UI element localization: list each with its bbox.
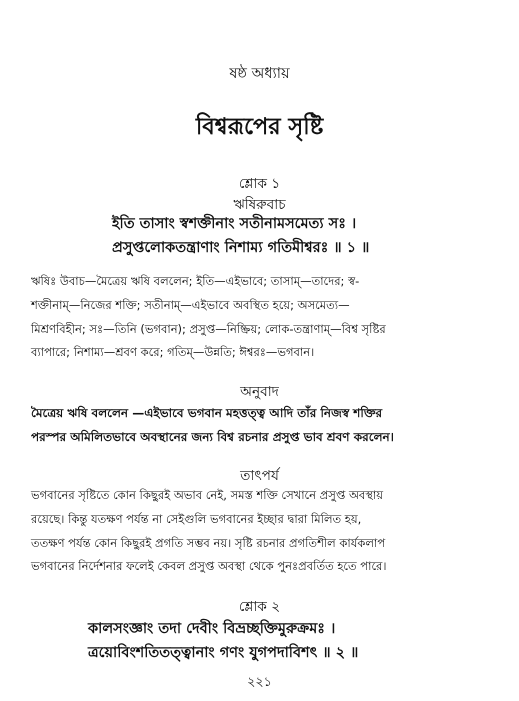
word-meaning-line-3: মিশ্রণবিহীন; সঃ—তিনি (ভগবান); প্রসুপ্ত—নিষ্ক্রিয়; লোক-তন্ত্রাণাম্—বিশ্ব সৃষ্টির [31,322,386,336]
verse-1-speaker: ঋষিরুবাচ [233,197,286,213]
verse-1-line-1: ইতি তাসাং স্বশক্তীনাং সতীনামসমেত্য সঃ । [112,216,357,232]
verse-1-line-2: প্রসুপ্তলোকতন্ত্রাণাং নিশাম্য গতিমীশ্বরঃ ॥ ১ ॥ [112,240,370,256]
purport-line-2: রয়েছে। কিন্তু যতক্ষণ পর্যন্ত না সেইগুলি ভগবানের ইচ্ছার দ্বারা মিলিত হয়, [31,512,362,526]
word-meaning-line-2: শক্তীনাম্—নিজের শক্তি; সতীনাম্—এইভাবে অবস্থিত হয়ে; অসমেত্য— [31,298,350,312]
word-meaning-line-1: ঋষিঃ উবাচ—মৈত্রেয় ঋষি বললেন; ইতি—এইভাবে; তাসাম্—তাদের; স্ব- [31,274,360,288]
chapter-heading: ষষ্ঠ অধ্যায় [229,64,290,82]
purport-heading: তাৎপর্য [240,468,279,484]
chapter-title: বিশ্বরূপের সৃষ্টি [195,114,324,140]
word-meaning-line-4: ব্যাপারে; নিশাম্য—শ্রবণ করে; গতিম্—উন্নতি; ঈশ্বরঃ—ভগবান। [31,345,315,359]
purport-line-3: ততক্ষণ পর্যন্ত কোন কিছুরই প্রগতি সম্ভব নয়। সৃষ্টি রচনার প্রগতিশীল কার্যকলাপ [31,536,386,550]
purport-line-1: ভগবানের সৃষ্টিতে কোন কিছুরই অভাব নেই, সমস্ত শক্তি সেখানে প্রসুপ্ত অবস্থায় [31,488,384,502]
translation-heading: অনুবাদ [240,384,279,400]
page-number: ২২১ [247,675,272,690]
translation-line-2: পরস্পর অমিলিতভাবে অবস্থানের জন্য বিশ্ব রচনার প্রসুপ্ত ভাব শ্রবণ করলেন। [31,430,394,444]
purport-line-4: ভগবানের নির্দেশনার ফলেই কেবল প্রসুপ্ত অবস্থা থেকে পুনঃপ্রবর্তিত হতে পারে। [31,559,387,573]
verse-1-label: শ্লোক ১ [238,176,281,192]
verse-2-line-2: ত্রয়োবিংশতিতত্ত্বানাং গণং যুগপদাবিশৎ ॥ ২ ॥ [88,645,359,661]
translation-line-1: মৈত্রেয় ঋষি বললেন —এইভাবে ভগবান মহত্তত্ত্ব আদি তাঁর নিজস্ব শক্তির [31,406,383,420]
verse-2-line-1: কালসংজ্ঞাং তদা দেবীং বিভ্রচ্ছক্তিমুরুক্রমঃ । [88,621,336,637]
verse-2-label: শ্লোক ২ [238,599,281,615]
